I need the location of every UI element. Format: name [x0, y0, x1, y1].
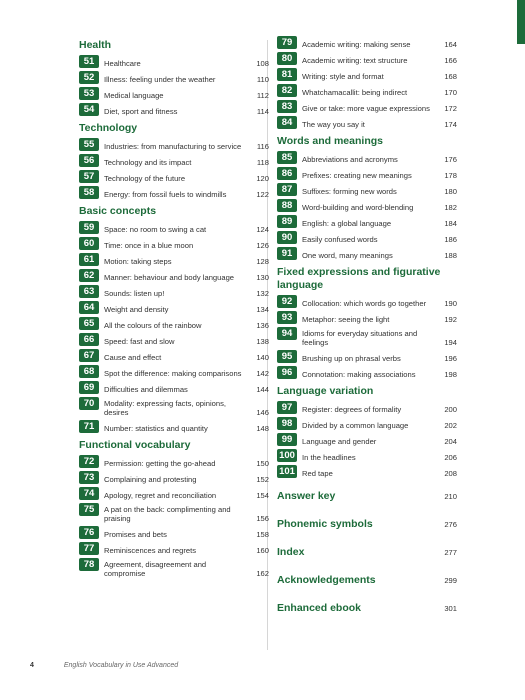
unit-page-number: 198	[444, 370, 457, 379]
toc-entry[interactable]	[277, 100, 457, 113]
unit-page-number: 132	[256, 289, 269, 298]
back-matter-item[interactable]	[277, 490, 457, 502]
unit-number-badge: 86	[277, 167, 297, 180]
unit-number-badge: 58	[79, 186, 99, 199]
back-matter-item[interactable]	[277, 546, 457, 558]
unit-page-number: 152	[256, 475, 269, 484]
unit-number-badge: 78	[79, 558, 99, 571]
toc-entry[interactable]	[79, 381, 269, 394]
unit-number-badge: 71	[79, 420, 99, 433]
unit-page-number: 140	[256, 353, 269, 362]
toc-entry[interactable]	[79, 317, 269, 330]
unit-title: A pat on the back: complimenting and praising	[104, 505, 231, 523]
unit-title: Healthcare	[104, 59, 141, 68]
section-heading: Words and meanings	[277, 135, 383, 147]
unit-number-badge: 101	[277, 465, 297, 478]
section-heading: Functional vocabulary	[79, 439, 191, 451]
back-matter-title: Acknowledgements	[277, 574, 376, 586]
toc-entry[interactable]	[277, 327, 457, 347]
unit-page-number: 164	[444, 40, 457, 49]
unit-page-number: 168	[444, 72, 457, 81]
unit-title: Space: no room to swing a cat	[104, 225, 207, 234]
toc-entry[interactable]	[79, 397, 269, 417]
unit-title: Whatchamacallit: being indirect	[302, 88, 408, 97]
toc-entry[interactable]	[79, 420, 269, 433]
unit-number-badge: 88	[277, 199, 297, 212]
unit-number-badge: 67	[79, 349, 99, 362]
unit-page-number: 112	[256, 91, 269, 100]
toc-entry[interactable]	[79, 503, 269, 523]
toc-entry[interactable]	[277, 84, 457, 97]
section-heading: Fixed expressions and figurative language	[277, 266, 441, 291]
unit-title: Writing: style and format	[302, 72, 384, 81]
unit-title: Academic writing: making sense	[302, 40, 411, 49]
toc-entry[interactable]	[79, 237, 269, 250]
toc-entry[interactable]	[79, 154, 269, 167]
unit-title: Motion: taking steps	[104, 257, 172, 266]
corner-tab	[517, 0, 525, 44]
unit-page-number: 114	[256, 107, 269, 116]
unit-number-badge: 74	[79, 487, 99, 500]
unit-title: Illness: feeling under the weather	[104, 75, 216, 84]
unit-page-number: 130	[256, 273, 269, 282]
unit-page-number: 156	[256, 514, 269, 523]
unit-page-number: 170	[444, 88, 457, 97]
toc-section	[277, 385, 457, 478]
toc-entry[interactable]	[277, 433, 457, 446]
unit-number-badge: 96	[277, 366, 297, 379]
unit-page-number: 136	[256, 321, 269, 330]
unit-number-badge: 93	[277, 311, 297, 324]
unit-title: Difficulties and dilemmas	[104, 385, 188, 394]
unit-page-number: 188	[444, 251, 457, 260]
unit-page-number: 144	[256, 385, 269, 394]
unit-number-badge: 63	[79, 285, 99, 298]
unit-title: Language and gender	[302, 437, 377, 446]
footer-book-title: English Vocabulary in Use Advanced	[63, 662, 179, 669]
unit-number-badge: 66	[79, 333, 99, 346]
footer-page-number: 4	[30, 662, 34, 669]
unit-number-badge: 92	[277, 295, 297, 308]
toc-entry[interactable]	[277, 116, 457, 129]
unit-page-number: 142	[256, 369, 269, 378]
unit-number-badge: 57	[79, 170, 99, 183]
toc-entry[interactable]	[79, 138, 269, 151]
toc-entry[interactable]	[79, 471, 269, 484]
unit-number-badge: 59	[79, 221, 99, 234]
unit-title: Agreement, disagreement and compromise	[104, 560, 207, 578]
unit-number-badge: 68	[79, 365, 99, 378]
unit-title: Suffixes: forming new words	[302, 187, 397, 196]
unit-title: Cause and effect	[104, 353, 162, 362]
back-matter-page: 277	[444, 547, 457, 557]
unit-number-badge: 73	[79, 471, 99, 484]
toc-entry[interactable]	[79, 285, 269, 298]
unit-title: Prefixes: creating new meanings	[302, 171, 412, 180]
unit-number-badge: 98	[277, 417, 297, 430]
page-footer	[30, 662, 178, 669]
unit-number-badge: 62	[79, 269, 99, 282]
back-matter-title: Enhanced ebook	[277, 602, 362, 614]
toc-entry[interactable]	[277, 36, 457, 49]
toc-section	[277, 266, 457, 379]
unit-title: In the headlines	[302, 453, 356, 462]
unit-page-number: 200	[444, 405, 457, 414]
unit-title: Speed: fast and slow	[104, 337, 175, 346]
unit-page-number: 128	[256, 257, 269, 266]
back-matter-title: Answer key	[277, 490, 336, 502]
unit-number-badge: 52	[79, 71, 99, 84]
unit-number-badge: 53	[79, 87, 99, 100]
unit-page-number: 180	[444, 187, 457, 196]
unit-page-number: 150	[256, 459, 269, 468]
unit-title: Connotation: making associations	[302, 370, 416, 379]
unit-page-number: 192	[444, 315, 457, 324]
toc-entry[interactable]	[277, 52, 457, 65]
toc-entry[interactable]	[277, 465, 457, 478]
toc-entry[interactable]	[277, 350, 457, 363]
unit-page-number: 166	[444, 56, 457, 65]
unit-title: Energy: from fossil fuels to windmills	[104, 190, 227, 199]
toc-entry[interactable]	[277, 366, 457, 379]
toc-entry[interactable]	[79, 269, 269, 282]
unit-page-number: 196	[444, 354, 457, 363]
unit-page-number: 202	[444, 421, 457, 430]
unit-title: Time: once in a blue moon	[104, 241, 194, 250]
unit-title: Word-building and word-blending	[302, 203, 414, 212]
unit-number-badge: 99	[277, 433, 297, 446]
toc-entry[interactable]	[277, 401, 457, 414]
section-heading: Health	[79, 39, 112, 51]
toc-entry[interactable]	[277, 215, 457, 228]
unit-title: One word, many meanings	[302, 251, 393, 260]
toc-entry[interactable]	[79, 526, 269, 539]
unit-title: Permission: getting the go-ahead	[104, 459, 216, 468]
toc-entry[interactable]	[79, 253, 269, 266]
unit-page-number: 116	[256, 142, 269, 151]
unit-page-number: 176	[444, 155, 457, 164]
toc-right-sections	[277, 36, 457, 478]
unit-number-badge: 91	[277, 247, 297, 260]
unit-number-badge: 89	[277, 215, 297, 228]
toc-entry[interactable]	[79, 365, 269, 378]
unit-number-badge: 97	[277, 401, 297, 414]
toc-section	[277, 36, 457, 129]
unit-page-number: 160	[256, 546, 269, 555]
unit-title: Manner: behaviour and body language	[104, 273, 235, 282]
toc-entry[interactable]	[277, 199, 457, 212]
unit-number-badge: 82	[277, 84, 297, 97]
toc-entry[interactable]	[277, 311, 457, 324]
unit-title: Weight and density	[104, 305, 169, 314]
unit-page-number: 204	[444, 437, 457, 446]
unit-title: The way you say it	[302, 120, 365, 129]
back-matter-item[interactable]	[277, 518, 457, 530]
unit-page-number: 158	[256, 530, 269, 539]
unit-page-number: 208	[444, 469, 457, 478]
toc-entry[interactable]	[277, 167, 457, 180]
toc-entry[interactable]	[79, 558, 269, 578]
unit-page-number: 190	[444, 299, 457, 308]
unit-number-badge: 100	[277, 449, 297, 462]
toc-entry[interactable]	[79, 455, 269, 468]
toc-entry[interactable]	[79, 103, 269, 116]
toc-entry[interactable]	[79, 221, 269, 234]
unit-number-badge: 83	[277, 100, 297, 113]
toc-right-column	[277, 36, 457, 630]
back-matter-title: Index	[277, 546, 305, 558]
back-matter-item[interactable]	[277, 574, 457, 586]
unit-number-badge: 76	[79, 526, 99, 539]
unit-number-badge: 84	[277, 116, 297, 129]
unit-title: Abbreviations and acronyms	[302, 155, 398, 164]
unit-title: Promises and bets	[104, 530, 167, 539]
unit-page-number: 148	[256, 424, 269, 433]
toc-section	[277, 135, 457, 260]
back-matter-item[interactable]	[277, 602, 457, 614]
unit-number-badge: 75	[79, 503, 99, 516]
unit-title: Divided by a common language	[302, 421, 409, 430]
toc-section	[79, 205, 269, 433]
unit-title: Medical language	[104, 91, 164, 100]
unit-number-badge: 51	[79, 55, 99, 68]
back-matter-page: 276	[444, 519, 457, 529]
unit-number-badge: 55	[79, 138, 99, 151]
unit-page-number: 108	[256, 59, 269, 68]
toc-entry[interactable]	[79, 186, 269, 199]
unit-title: Apology, regret and reconciliation	[104, 491, 217, 500]
unit-number-badge: 65	[79, 317, 99, 330]
toc-entry[interactable]	[79, 349, 269, 362]
unit-title: Easily confused words	[302, 235, 378, 244]
unit-page-number: 122	[256, 190, 269, 199]
unit-page-number: 162	[256, 569, 269, 578]
unit-number-badge: 85	[277, 151, 297, 164]
toc-left-column	[79, 36, 269, 581]
unit-number-badge: 80	[277, 52, 297, 65]
unit-page-number: 186	[444, 235, 457, 244]
unit-number-badge: 60	[79, 237, 99, 250]
toc-entry[interactable]	[277, 231, 457, 244]
section-heading: Technology	[79, 122, 138, 134]
toc-entry[interactable]	[79, 542, 269, 555]
unit-title: Technology of the future	[104, 174, 186, 183]
unit-number-badge: 64	[79, 301, 99, 314]
toc-entry[interactable]	[277, 295, 457, 308]
unit-page-number: 120	[256, 174, 269, 183]
back-matter-page: 210	[444, 491, 457, 501]
toc-entry[interactable]	[79, 55, 269, 68]
unit-number-badge: 95	[277, 350, 297, 363]
unit-title: Red tape	[302, 469, 333, 478]
toc-section	[79, 122, 269, 199]
unit-title: Idioms for everyday situations and feelings	[302, 329, 418, 347]
toc-entry[interactable]	[277, 68, 457, 81]
unit-page-number: 126	[256, 241, 269, 250]
back-matter-list	[277, 490, 457, 614]
toc-entry[interactable]	[277, 417, 457, 430]
unit-title: Academic writing: text structure	[302, 56, 408, 65]
toc-entry[interactable]	[277, 151, 457, 164]
unit-page-number: 110	[256, 75, 269, 84]
unit-title: Spot the difference: making comparisons	[104, 369, 242, 378]
unit-title: Metaphor: seeing the light	[302, 315, 390, 324]
unit-number-badge: 56	[79, 154, 99, 167]
unit-title: Give or take: more vague expressions	[302, 104, 430, 113]
toc-entry[interactable]	[79, 487, 269, 500]
toc-section	[79, 439, 269, 578]
unit-number-badge: 79	[277, 36, 297, 49]
unit-title: Sounds: listen up!	[104, 289, 165, 298]
unit-number-badge: 94	[277, 327, 297, 340]
unit-title: Modality: expressing facts, opinions, desires	[104, 399, 226, 417]
unit-title: Technology and its impact	[104, 158, 192, 167]
unit-page-number: 124	[256, 225, 269, 234]
section-heading: Language variation	[277, 385, 374, 397]
unit-number-badge: 87	[277, 183, 297, 196]
toc-entry[interactable]	[79, 170, 269, 183]
section-heading: Basic concepts	[79, 205, 157, 217]
unit-page-number: 172	[444, 104, 457, 113]
toc-entry[interactable]	[79, 301, 269, 314]
unit-page-number: 182	[444, 203, 457, 212]
unit-title: Industries: from manufacturing to service	[104, 142, 242, 151]
unit-title: Complaining and protesting	[104, 475, 197, 484]
unit-title: English: a global language	[302, 219, 392, 228]
unit-page-number: 184	[444, 219, 457, 228]
unit-title: Register: degrees of formality	[302, 405, 402, 414]
unit-page-number: 138	[256, 337, 269, 346]
toc-section	[79, 39, 269, 116]
unit-page-number: 118	[256, 158, 269, 167]
unit-title: Diet, sport and fitness	[104, 107, 178, 116]
unit-number-badge: 54	[79, 103, 99, 116]
unit-page-number: 134	[256, 305, 269, 314]
toc-entry[interactable]	[277, 183, 457, 196]
back-matter-page: 299	[444, 575, 457, 585]
toc-entry[interactable]	[277, 247, 457, 260]
unit-number-badge: 77	[79, 542, 99, 555]
unit-title: All the colours of the rainbow	[104, 321, 202, 330]
unit-title: Brushing up on phrasal verbs	[302, 354, 401, 363]
back-matter-page: 301	[444, 603, 457, 613]
unit-page-number: 178	[444, 171, 457, 180]
unit-number-badge: 61	[79, 253, 99, 266]
unit-page-number: 146	[256, 408, 269, 417]
toc-entry[interactable]	[79, 71, 269, 84]
unit-number-badge: 70	[79, 397, 99, 410]
unit-number-badge: 72	[79, 455, 99, 468]
unit-page-number: 174	[444, 120, 457, 129]
toc-entry[interactable]	[79, 87, 269, 100]
unit-title: Collocation: which words go together	[302, 299, 427, 308]
unit-title: Number: statistics and quantity	[104, 424, 208, 433]
unit-title: Reminiscences and regrets	[104, 546, 197, 555]
back-matter-title: Phonemic symbols	[277, 518, 373, 530]
unit-page-number: 206	[444, 453, 457, 462]
unit-page-number: 194	[444, 338, 457, 347]
unit-number-badge: 69	[79, 381, 99, 394]
unit-number-badge: 81	[277, 68, 297, 81]
unit-number-badge: 90	[277, 231, 297, 244]
toc-entry[interactable]	[277, 449, 457, 462]
unit-page-number: 154	[256, 491, 269, 500]
toc-entry[interactable]	[79, 333, 269, 346]
